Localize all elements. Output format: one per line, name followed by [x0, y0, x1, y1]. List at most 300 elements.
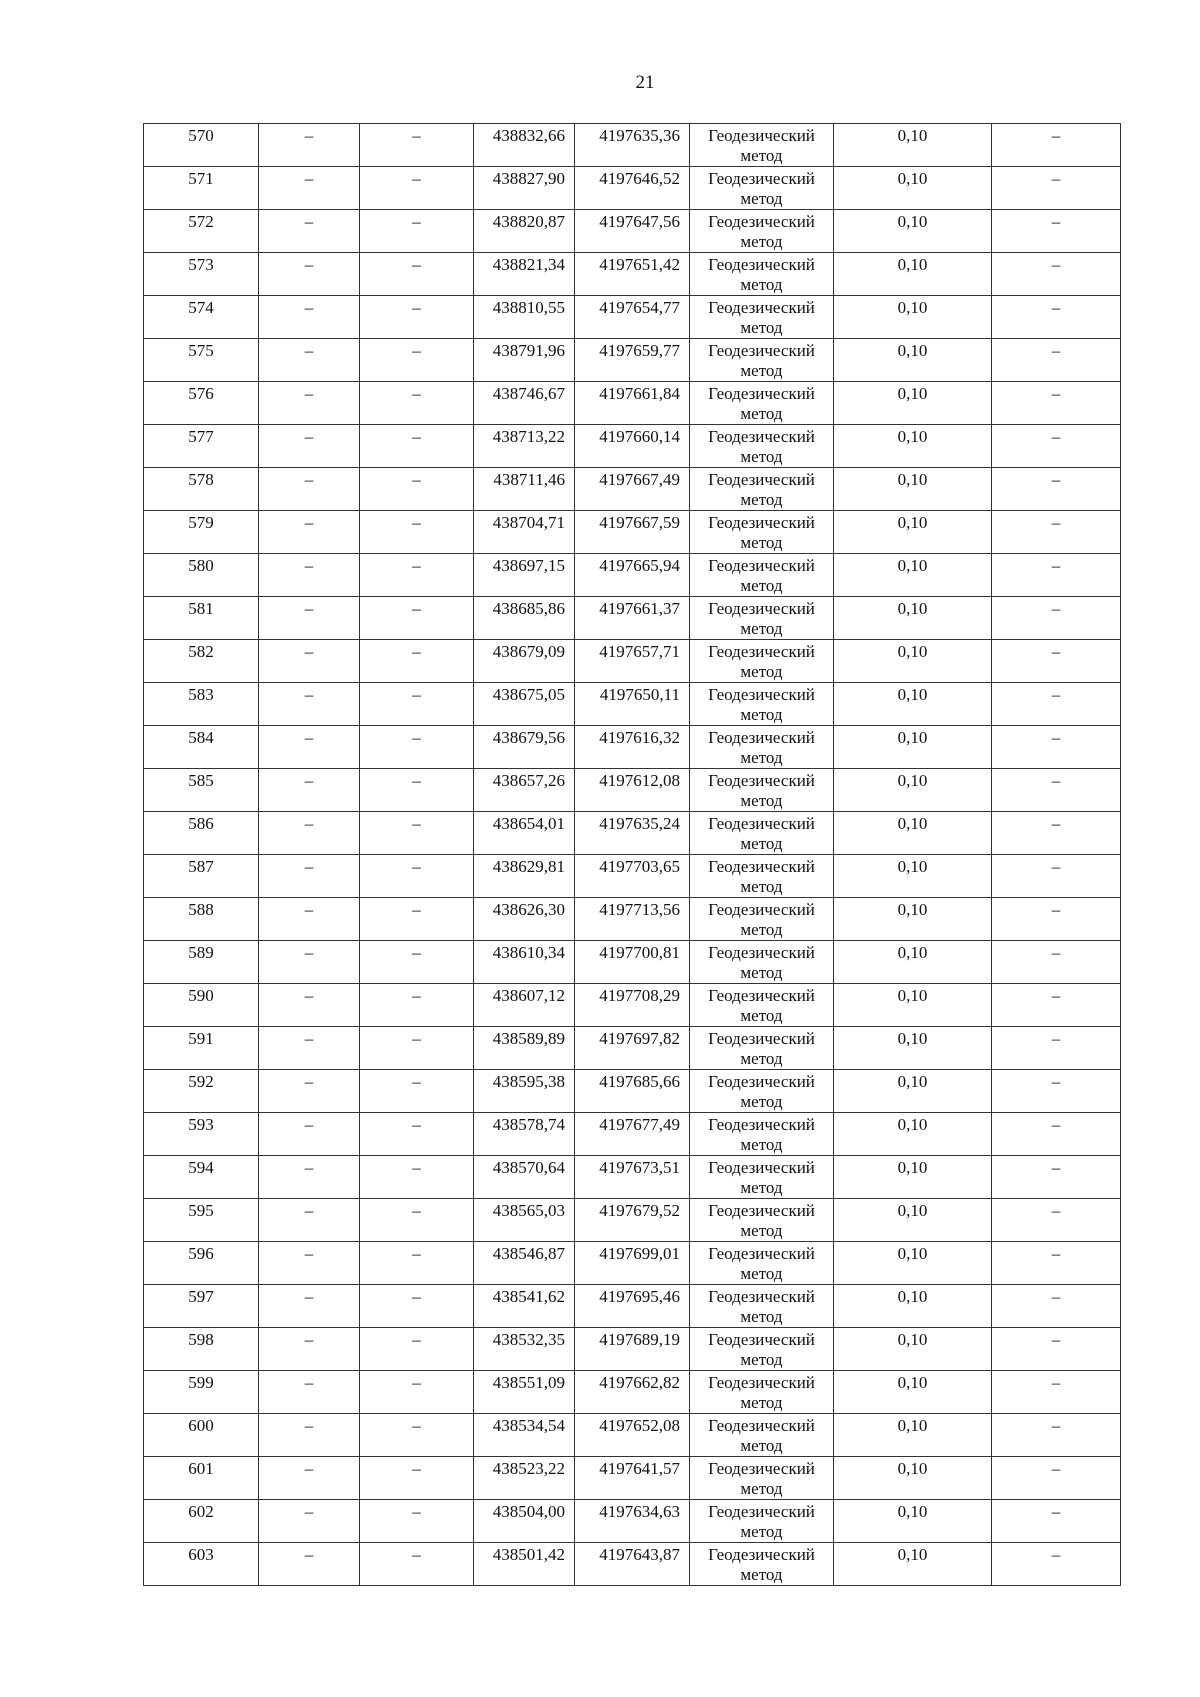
empty-dash-cell: – — [259, 296, 360, 339]
empty-dash-cell: – — [259, 1328, 360, 1371]
accuracy-cell: 0,10 — [834, 468, 992, 511]
empty-dash-cell: – — [992, 511, 1121, 554]
empty-dash-cell: – — [360, 1414, 474, 1457]
table-row — [144, 1328, 1121, 1371]
empty-dash-cell: – — [360, 1113, 474, 1156]
point-number-cell: 581 — [144, 597, 259, 640]
method-cell: Геодезический метод — [690, 726, 834, 769]
accuracy-cell: 0,10 — [834, 296, 992, 339]
table-row — [144, 769, 1121, 812]
coordinate-y-cell: 4197677,49 — [575, 1113, 690, 1156]
empty-dash-cell: – — [360, 855, 474, 898]
method-cell: Геодезический метод — [690, 1242, 834, 1285]
method-cell: Геодезический метод — [690, 640, 834, 683]
accuracy-cell: 0,10 — [834, 812, 992, 855]
empty-dash-cell: – — [992, 296, 1121, 339]
point-number-cell: 594 — [144, 1156, 259, 1199]
accuracy-cell: 0,10 — [834, 1457, 992, 1500]
accuracy-cell: 0,10 — [834, 1027, 992, 1070]
empty-dash-cell: – — [992, 941, 1121, 984]
coordinate-y-cell: 4197699,01 — [575, 1242, 690, 1285]
method-cell: Геодезический метод — [690, 339, 834, 382]
empty-dash-cell: – — [259, 984, 360, 1027]
method-cell: Геодезический метод — [690, 855, 834, 898]
point-number-cell: 571 — [144, 167, 259, 210]
coordinate-y-cell: 4197689,19 — [575, 1328, 690, 1371]
empty-dash-cell: – — [259, 210, 360, 253]
coordinate-x-cell: 438827,90 — [474, 167, 575, 210]
coordinate-y-cell: 4197634,63 — [575, 1500, 690, 1543]
point-number-cell: 586 — [144, 812, 259, 855]
accuracy-cell: 0,10 — [834, 1199, 992, 1242]
empty-dash-cell: – — [259, 1371, 360, 1414]
empty-dash-cell: – — [259, 898, 360, 941]
point-number-cell: 572 — [144, 210, 259, 253]
coordinate-y-cell: 4197703,65 — [575, 855, 690, 898]
point-number-cell: 573 — [144, 253, 259, 296]
coordinate-x-cell: 438679,56 — [474, 726, 575, 769]
point-number-cell: 595 — [144, 1199, 259, 1242]
empty-dash-cell: – — [992, 726, 1121, 769]
coordinate-x-cell: 438578,74 — [474, 1113, 575, 1156]
empty-dash-cell: – — [992, 1371, 1121, 1414]
table-row — [144, 124, 1121, 167]
table-row — [144, 1500, 1121, 1543]
empty-dash-cell: – — [992, 769, 1121, 812]
method-cell: Геодезический метод — [690, 1113, 834, 1156]
table-row — [144, 855, 1121, 898]
empty-dash-cell: – — [259, 511, 360, 554]
method-cell: Геодезический метод — [690, 1070, 834, 1113]
point-number-cell: 579 — [144, 511, 259, 554]
empty-dash-cell: – — [360, 683, 474, 726]
empty-dash-cell: – — [259, 468, 360, 511]
empty-dash-cell: – — [360, 1242, 474, 1285]
empty-dash-cell: – — [259, 726, 360, 769]
point-number-cell: 599 — [144, 1371, 259, 1414]
empty-dash-cell: – — [992, 339, 1121, 382]
table-row — [144, 1414, 1121, 1457]
empty-dash-cell: – — [360, 167, 474, 210]
point-number-cell: 596 — [144, 1242, 259, 1285]
empty-dash-cell: – — [259, 1457, 360, 1500]
table-row — [144, 640, 1121, 683]
empty-dash-cell: – — [992, 898, 1121, 941]
empty-dash-cell: – — [360, 554, 474, 597]
point-number-cell: 580 — [144, 554, 259, 597]
point-number-cell: 587 — [144, 855, 259, 898]
coordinate-y-cell: 4197650,11 — [575, 683, 690, 726]
table-row — [144, 984, 1121, 1027]
empty-dash-cell: – — [360, 1328, 474, 1371]
empty-dash-cell: – — [360, 1156, 474, 1199]
coordinate-y-cell: 4197661,37 — [575, 597, 690, 640]
empty-dash-cell: – — [259, 812, 360, 855]
empty-dash-cell: – — [992, 468, 1121, 511]
empty-dash-cell: – — [360, 597, 474, 640]
empty-dash-cell: – — [992, 124, 1121, 167]
coordinate-y-cell: 4197647,56 — [575, 210, 690, 253]
empty-dash-cell: – — [360, 1199, 474, 1242]
empty-dash-cell: – — [992, 382, 1121, 425]
empty-dash-cell: – — [259, 425, 360, 468]
empty-dash-cell: – — [992, 812, 1121, 855]
empty-dash-cell: – — [259, 855, 360, 898]
empty-dash-cell: – — [360, 511, 474, 554]
empty-dash-cell: – — [992, 1414, 1121, 1457]
coordinate-x-cell: 438607,12 — [474, 984, 575, 1027]
point-number-cell: 582 — [144, 640, 259, 683]
method-cell: Геодезический метод — [690, 554, 834, 597]
accuracy-cell: 0,10 — [834, 425, 992, 468]
table-row — [144, 812, 1121, 855]
table-row — [144, 726, 1121, 769]
empty-dash-cell: – — [360, 425, 474, 468]
coordinate-y-cell: 4197657,71 — [575, 640, 690, 683]
empty-dash-cell: – — [360, 468, 474, 511]
coordinate-y-cell: 4197708,29 — [575, 984, 690, 1027]
coordinate-x-cell: 438654,01 — [474, 812, 575, 855]
point-number-cell: 575 — [144, 339, 259, 382]
accuracy-cell: 0,10 — [834, 1543, 992, 1586]
coordinate-y-cell: 4197673,51 — [575, 1156, 690, 1199]
coordinate-x-cell: 438679,09 — [474, 640, 575, 683]
empty-dash-cell: – — [992, 1500, 1121, 1543]
empty-dash-cell: – — [992, 210, 1121, 253]
empty-dash-cell: – — [360, 984, 474, 1027]
method-cell: Геодезический метод — [690, 769, 834, 812]
empty-dash-cell: – — [259, 1285, 360, 1328]
accuracy-cell: 0,10 — [834, 210, 992, 253]
empty-dash-cell: – — [259, 167, 360, 210]
empty-dash-cell: – — [259, 640, 360, 683]
method-cell: Геодезический метод — [690, 1328, 834, 1371]
coordinate-y-cell: 4197679,52 — [575, 1199, 690, 1242]
method-cell: Геодезический метод — [690, 382, 834, 425]
empty-dash-cell: – — [360, 1371, 474, 1414]
coordinate-y-cell: 4197652,08 — [575, 1414, 690, 1457]
accuracy-cell: 0,10 — [834, 597, 992, 640]
table-row — [144, 1156, 1121, 1199]
method-cell: Геодезический метод — [690, 597, 834, 640]
point-number-cell: 588 — [144, 898, 259, 941]
empty-dash-cell: – — [360, 1070, 474, 1113]
method-cell: Геодезический метод — [690, 296, 834, 339]
empty-dash-cell: – — [992, 1199, 1121, 1242]
empty-dash-cell: – — [360, 1457, 474, 1500]
coordinate-y-cell: 4197695,46 — [575, 1285, 690, 1328]
method-cell: Геодезический метод — [690, 1027, 834, 1070]
empty-dash-cell: – — [360, 253, 474, 296]
table-row — [144, 382, 1121, 425]
empty-dash-cell: – — [259, 124, 360, 167]
table-row — [144, 1242, 1121, 1285]
empty-dash-cell: – — [992, 855, 1121, 898]
coordinate-y-cell: 4197667,49 — [575, 468, 690, 511]
coordinate-y-cell: 4197612,08 — [575, 769, 690, 812]
coordinate-y-cell: 4197659,77 — [575, 339, 690, 382]
table-row — [144, 425, 1121, 468]
empty-dash-cell: – — [360, 941, 474, 984]
empty-dash-cell: – — [360, 1500, 474, 1543]
table-row — [144, 253, 1121, 296]
table-body — [144, 124, 1121, 1586]
empty-dash-cell: – — [992, 1543, 1121, 1586]
point-number-cell: 590 — [144, 984, 259, 1027]
empty-dash-cell: – — [259, 554, 360, 597]
coordinate-x-cell: 438541,62 — [474, 1285, 575, 1328]
coordinate-x-cell: 438746,67 — [474, 382, 575, 425]
coordinate-y-cell: 4197667,59 — [575, 511, 690, 554]
coordinate-y-cell: 4197700,81 — [575, 941, 690, 984]
method-cell: Геодезический метод — [690, 468, 834, 511]
coordinate-y-cell: 4197654,77 — [575, 296, 690, 339]
coordinate-x-cell: 438791,96 — [474, 339, 575, 382]
empty-dash-cell: – — [259, 1113, 360, 1156]
point-number-cell: 578 — [144, 468, 259, 511]
coordinate-x-cell: 438523,22 — [474, 1457, 575, 1500]
method-cell: Геодезический метод — [690, 941, 834, 984]
empty-dash-cell: – — [992, 253, 1121, 296]
empty-dash-cell: – — [992, 640, 1121, 683]
empty-dash-cell: – — [360, 210, 474, 253]
method-cell: Геодезический метод — [690, 1371, 834, 1414]
coordinate-x-cell: 438685,86 — [474, 597, 575, 640]
empty-dash-cell: – — [992, 597, 1121, 640]
empty-dash-cell: – — [360, 382, 474, 425]
coordinate-y-cell: 4197661,84 — [575, 382, 690, 425]
empty-dash-cell: – — [992, 1156, 1121, 1199]
empty-dash-cell: – — [992, 1113, 1121, 1156]
point-number-cell: 592 — [144, 1070, 259, 1113]
coordinate-x-cell: 438704,71 — [474, 511, 575, 554]
coordinate-y-cell: 4197697,82 — [575, 1027, 690, 1070]
empty-dash-cell: – — [259, 1500, 360, 1543]
empty-dash-cell: – — [259, 1242, 360, 1285]
empty-dash-cell: – — [992, 425, 1121, 468]
coordinate-y-cell: 4197662,82 — [575, 1371, 690, 1414]
point-number-cell: 598 — [144, 1328, 259, 1371]
accuracy-cell: 0,10 — [834, 769, 992, 812]
empty-dash-cell: – — [259, 941, 360, 984]
accuracy-cell: 0,10 — [834, 1500, 992, 1543]
point-number-cell: 583 — [144, 683, 259, 726]
coordinate-x-cell: 438551,09 — [474, 1371, 575, 1414]
accuracy-cell: 0,10 — [834, 382, 992, 425]
table-row — [144, 468, 1121, 511]
empty-dash-cell: – — [259, 1543, 360, 1586]
accuracy-cell: 0,10 — [834, 726, 992, 769]
table-row — [144, 339, 1121, 382]
table-row — [144, 1199, 1121, 1242]
table-row — [144, 941, 1121, 984]
point-number-cell: 593 — [144, 1113, 259, 1156]
table-row — [144, 597, 1121, 640]
coordinate-y-cell: 4197616,32 — [575, 726, 690, 769]
point-number-cell: 574 — [144, 296, 259, 339]
accuracy-cell: 0,10 — [834, 511, 992, 554]
accuracy-cell: 0,10 — [834, 640, 992, 683]
empty-dash-cell: – — [259, 769, 360, 812]
coordinate-x-cell: 438810,55 — [474, 296, 575, 339]
method-cell: Геодезический метод — [690, 1414, 834, 1457]
accuracy-cell: 0,10 — [834, 898, 992, 941]
point-number-cell: 601 — [144, 1457, 259, 1500]
method-cell: Геодезический метод — [690, 683, 834, 726]
method-cell: Геодезический метод — [690, 511, 834, 554]
accuracy-cell: 0,10 — [834, 339, 992, 382]
accuracy-cell: 0,10 — [834, 1414, 992, 1457]
point-number-cell: 591 — [144, 1027, 259, 1070]
empty-dash-cell: – — [259, 597, 360, 640]
coordinate-y-cell: 4197646,52 — [575, 167, 690, 210]
coordinate-x-cell: 438595,38 — [474, 1070, 575, 1113]
point-number-cell: 589 — [144, 941, 259, 984]
coordinate-x-cell: 438711,46 — [474, 468, 575, 511]
method-cell: Геодезический метод — [690, 210, 834, 253]
empty-dash-cell: – — [992, 1070, 1121, 1113]
coordinate-x-cell: 438534,54 — [474, 1414, 575, 1457]
accuracy-cell: 0,10 — [834, 1113, 992, 1156]
coordinate-x-cell: 438832,66 — [474, 124, 575, 167]
empty-dash-cell: – — [259, 683, 360, 726]
accuracy-cell: 0,10 — [834, 124, 992, 167]
table-row — [144, 898, 1121, 941]
empty-dash-cell: – — [259, 339, 360, 382]
empty-dash-cell: – — [360, 898, 474, 941]
coordinate-x-cell: 438675,05 — [474, 683, 575, 726]
empty-dash-cell: – — [360, 339, 474, 382]
table-row — [144, 511, 1121, 554]
coordinate-y-cell: 4197641,57 — [575, 1457, 690, 1500]
table-row — [144, 1113, 1121, 1156]
method-cell: Геодезический метод — [690, 1500, 834, 1543]
accuracy-cell: 0,10 — [834, 941, 992, 984]
coordinate-y-cell: 4197651,42 — [575, 253, 690, 296]
table-row — [144, 1027, 1121, 1070]
empty-dash-cell: – — [992, 1285, 1121, 1328]
accuracy-cell: 0,10 — [834, 683, 992, 726]
method-cell: Геодезический метод — [690, 124, 834, 167]
empty-dash-cell: – — [360, 1027, 474, 1070]
empty-dash-cell: – — [360, 640, 474, 683]
accuracy-cell: 0,10 — [834, 1328, 992, 1371]
coordinates-table — [143, 123, 1121, 1586]
accuracy-cell: 0,10 — [834, 855, 992, 898]
empty-dash-cell: – — [360, 769, 474, 812]
coordinate-x-cell: 438713,22 — [474, 425, 575, 468]
empty-dash-cell: – — [992, 1242, 1121, 1285]
accuracy-cell: 0,10 — [834, 984, 992, 1027]
empty-dash-cell: – — [259, 1027, 360, 1070]
table-row — [144, 1285, 1121, 1328]
table-row — [144, 210, 1121, 253]
coordinate-y-cell: 4197713,56 — [575, 898, 690, 941]
empty-dash-cell: – — [360, 296, 474, 339]
table-row — [144, 683, 1121, 726]
coordinate-x-cell: 438821,34 — [474, 253, 575, 296]
coordinate-y-cell: 4197660,14 — [575, 425, 690, 468]
point-number-cell: 585 — [144, 769, 259, 812]
point-number-cell: 576 — [144, 382, 259, 425]
method-cell: Геодезический метод — [690, 898, 834, 941]
coordinate-y-cell: 4197635,24 — [575, 812, 690, 855]
method-cell: Геодезический метод — [690, 1199, 834, 1242]
table-row — [144, 1457, 1121, 1500]
empty-dash-cell: – — [992, 1027, 1121, 1070]
empty-dash-cell: – — [360, 1543, 474, 1586]
accuracy-cell: 0,10 — [834, 554, 992, 597]
method-cell: Геодезический метод — [690, 984, 834, 1027]
accuracy-cell: 0,10 — [834, 1371, 992, 1414]
empty-dash-cell: – — [992, 683, 1121, 726]
empty-dash-cell: – — [259, 253, 360, 296]
coordinate-y-cell: 4197685,66 — [575, 1070, 690, 1113]
accuracy-cell: 0,10 — [834, 167, 992, 210]
empty-dash-cell: – — [259, 382, 360, 425]
point-number-cell: 602 — [144, 1500, 259, 1543]
point-number-cell: 584 — [144, 726, 259, 769]
method-cell: Геодезический метод — [690, 1543, 834, 1586]
coordinate-x-cell: 438629,81 — [474, 855, 575, 898]
accuracy-cell: 0,10 — [834, 1242, 992, 1285]
empty-dash-cell: – — [360, 124, 474, 167]
empty-dash-cell: – — [259, 1070, 360, 1113]
empty-dash-cell: – — [259, 1414, 360, 1457]
method-cell: Геодезический метод — [690, 425, 834, 468]
coordinate-x-cell: 438570,64 — [474, 1156, 575, 1199]
accuracy-cell: 0,10 — [834, 1156, 992, 1199]
empty-dash-cell: – — [992, 1328, 1121, 1371]
coordinate-x-cell: 438657,26 — [474, 769, 575, 812]
method-cell: Геодезический метод — [690, 1156, 834, 1199]
coordinate-y-cell: 4197635,36 — [575, 124, 690, 167]
method-cell: Геодезический метод — [690, 1457, 834, 1500]
point-number-cell: 577 — [144, 425, 259, 468]
empty-dash-cell: – — [259, 1156, 360, 1199]
method-cell: Геодезический метод — [690, 812, 834, 855]
empty-dash-cell: – — [360, 812, 474, 855]
table-row — [144, 554, 1121, 597]
table-row — [144, 296, 1121, 339]
accuracy-cell: 0,10 — [834, 253, 992, 296]
coordinate-x-cell: 438589,89 — [474, 1027, 575, 1070]
empty-dash-cell: – — [992, 554, 1121, 597]
method-cell: Геодезический метод — [690, 253, 834, 296]
empty-dash-cell: – — [259, 1199, 360, 1242]
page-number: 21 — [635, 72, 655, 93]
coordinate-x-cell: 438697,15 — [474, 554, 575, 597]
coordinate-y-cell: 4197643,87 — [575, 1543, 690, 1586]
table-row — [144, 1371, 1121, 1414]
coordinate-x-cell: 438820,87 — [474, 210, 575, 253]
empty-dash-cell: – — [992, 167, 1121, 210]
empty-dash-cell: – — [360, 1285, 474, 1328]
coordinate-y-cell: 4197665,94 — [575, 554, 690, 597]
coordinate-x-cell: 438501,42 — [474, 1543, 575, 1586]
table-row — [144, 167, 1121, 210]
method-cell: Геодезический метод — [690, 1285, 834, 1328]
empty-dash-cell: – — [992, 1457, 1121, 1500]
coordinate-x-cell: 438626,30 — [474, 898, 575, 941]
point-number-cell: 597 — [144, 1285, 259, 1328]
empty-dash-cell: – — [992, 984, 1121, 1027]
method-cell: Геодезический метод — [690, 167, 834, 210]
coordinate-x-cell: 438565,03 — [474, 1199, 575, 1242]
accuracy-cell: 0,10 — [834, 1070, 992, 1113]
coordinate-x-cell: 438532,35 — [474, 1328, 575, 1371]
table-row — [144, 1070, 1121, 1113]
